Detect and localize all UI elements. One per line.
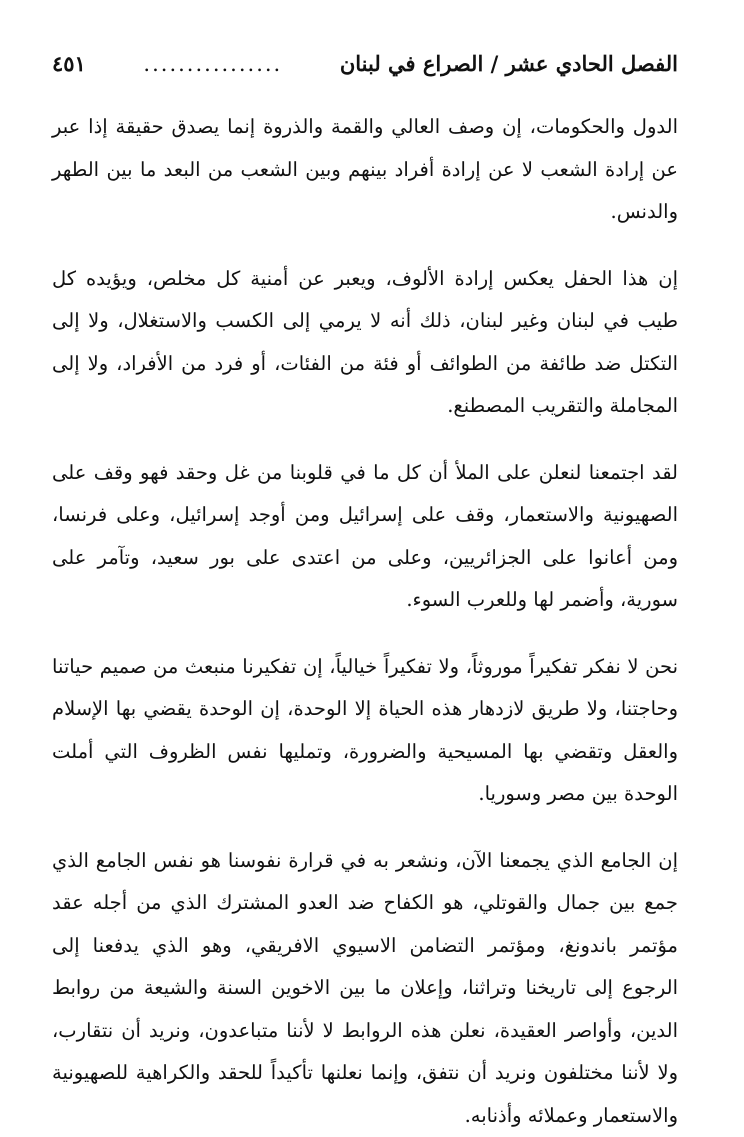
- running-header: [52, 44, 678, 84]
- paragraph-2: إن هذا الحفل يعكس إرادة الألوف، ويعبر عن أمنية كل مخلص، ويؤيده كل طيب في لبنان وغير لبنان، ذلك أنه لا يرمي إلى الكسب والاستغلال، ولا إلى التكتل ضد طائفة من الطوائف أو فئة من الفئات، أو فرد من الأفراد، ولا إلى المجاملة والتقريب المصطنع.: [52, 258, 678, 428]
- page-number: ٤٥١: [52, 44, 86, 84]
- paragraph-4: نحن لا نفكر تفكيراً موروثاً، ولا تفكيراً خيالياً، إن تفكيرنا منبعث من صميم حياتنا وحاجتنا، ولا طريق لازدهار هذه الحياة إلا الوحدة، إن الوحدة يقضي بها الإسلام والعقل وتقضي بها المسيحية والضرورة، وتمليها نفس الظروف التي أملت الوحدة بين مصر وسوريا.: [52, 646, 678, 816]
- body-text: [52, 106, 678, 1137]
- paragraph-1: الدول والحكومات، إن وصف العالي والقمة والذروة إنما يصدق حقيقة إذا عبر عن إرادة الشعب لا عن إرادة أفراد بينهم وبين الشعب من البعد ما بين الطهر والدنس.: [52, 106, 678, 234]
- leader-dots: ................: [86, 44, 340, 84]
- chapter-title: الفصل الحادي عشر / الصراع في لبنان: [340, 44, 678, 84]
- paragraph-5: إن الجامع الذي يجمعنا الآن، ونشعر به في قرارة نفوسنا هو نفس الجامع الذي جمع بين جمال والقوتلي، هو الكفاح ضد العدو المشترك الذي من أجله عقد مؤتمر باندونغ، ومؤتمر التضامن الاسيوي الافريقي، وهو الذي يدفعنا إلى الرجوع إلى تاريخنا وتراثنا، وإعلان ما بين الاخوين السنة والشيعة من روابط الدين، وأواصر العقيدة، نعلن هذه الروابط لا لأننا متباعدون، ونريد أن نتقارب، ولا لأننا مختلفون ونريد أن نتفق، وإنما نعلنها تأكيداً للحقد والكراهية للصهيونية والاستعمار وعملائه وأذنابه.: [52, 840, 678, 1137]
- paragraph-3: لقد اجتمعنا لنعلن على الملأ أن كل ما في قلوبنا من غل وحقد فهو وقف على الصهيونية والاستعمار، وقف على إسرائيل ومن أوجد إسرائيل، وعلى فرنسا، ومن أعانوا على الجزائريين، وعلى من اعتدى على بور سعيد، وتآمر على سورية، وأضمر لها وللعرب السوء.: [52, 452, 678, 622]
